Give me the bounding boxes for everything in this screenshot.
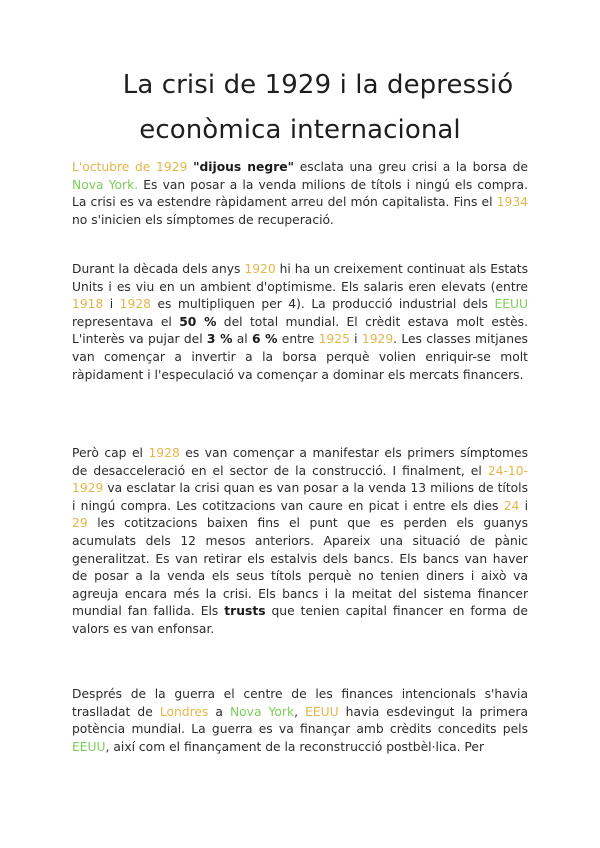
place-highlight: Londres	[159, 704, 209, 719]
text-span: del total mundial. El crèdit estava molt estès. L'interès va pujar del	[72, 314, 528, 347]
text-span: representava el	[72, 314, 180, 329]
paragraph-1	[72, 159, 528, 229]
bold-term: "dijous negre"	[193, 160, 295, 174]
paragraph-3	[72, 445, 528, 639]
place-highlight: Nova York	[229, 704, 295, 719]
place-highlight: EEUU	[305, 704, 339, 719]
bold-term: trusts	[224, 604, 266, 619]
text-span: . Les classes mitjanes van començar a invertir a la borsa perquè volien enriquir-se molt ràpidament i l'especulació va començar a dominar els mercats financers.	[72, 332, 528, 382]
text-span: , així com el finançament de la reconstrucció postbèl·lica. Per	[105, 739, 485, 754]
date-highlight: 1928	[119, 297, 151, 312]
place-highlight: EEUU	[72, 739, 106, 754]
date-highlight: 1920	[244, 262, 276, 276]
date-highlight: 1929	[361, 332, 394, 347]
paragraph-2	[72, 261, 528, 384]
text-span: i	[349, 332, 362, 347]
text-span: havia esdevingut la primera potència mundial. La guerra es va finançar amb crèdits concedits pels	[72, 704, 528, 737]
document-title-line-2: econòmica internacional	[139, 115, 461, 145]
paragraph-4	[72, 686, 528, 756]
text-span: al	[232, 332, 252, 347]
text-span: ,	[294, 704, 306, 719]
text-span: Es van posar a la venda milions de títols i ningú els compra. La crisi es va estendre ràpidament arreu del món capitalista. Fins el	[72, 177, 528, 210]
text-span: que tenien capital financer en forma de valors es van enfonsar.	[72, 604, 528, 636]
document-title-line-1: La crisi de 1929 i la depressió	[122, 70, 514, 100]
text-span: es van començar a manifestar els primers símptomes de desacceleració en el sector de la construcció. I finalment, el	[72, 446, 528, 478]
text-span: les cotitzacions baixen fins el punt que es perden els guanys acumulats dels 12 mesos anteriors. Apareix una situació de pànic generalitzat. Es van retirar els estalvis dels bancs. Els bancs van haver de posar a la venda els seus títols perquè no tenien diners i això va agreuja encara més la crisi. Els bancs i la meitat del sistema financer mundial fan fallida. Els	[72, 516, 528, 619]
date-highlight: 1928	[148, 446, 180, 460]
text-span: esclata una greu crisi a la borsa de	[294, 160, 528, 174]
text-span: a	[208, 704, 230, 719]
date-highlight: 1918	[72, 297, 104, 312]
text-span: es multipliquen per 4). La producció industrial dels	[150, 297, 495, 312]
date-highlight: 24	[503, 498, 520, 513]
text-span: i	[103, 297, 120, 312]
text-span: no s'inicien els símptomes de recuperació.	[72, 212, 334, 227]
text-span: hi ha un creixement continuat als Estats Units i es viu en un ambient d'optimisme. Els salaris eren elevats (entre	[72, 262, 528, 294]
text-span: va esclatar la crisi quan es van posar a la venda 13 milions de títols i ningú compra. Les cotitzacions van caure en picat i entre els dies	[72, 481, 528, 513]
text-span: i	[519, 498, 528, 513]
date-highlight: 1934	[496, 195, 528, 210]
bold-term: 50 %	[179, 314, 217, 329]
date-highlight: L'octubre de 1929	[72, 160, 188, 174]
text-span: Després de la guerra el centre de les finances intencionals s'havia traslladat de	[72, 687, 528, 719]
place-highlight: EEUU	[494, 297, 528, 312]
text-span: Però cap el	[72, 446, 149, 460]
bold-term: 6 %	[251, 332, 278, 347]
bold-term: 3 %	[206, 332, 233, 347]
place-highlight: Nova York.	[72, 177, 139, 192]
text-span: entre	[277, 332, 319, 347]
text-span: Durant la dècada dels anys	[72, 262, 245, 276]
date-highlight: 29	[72, 516, 88, 531]
date-highlight: 24-10-1929	[72, 463, 528, 496]
date-highlight: 1925	[318, 332, 350, 347]
